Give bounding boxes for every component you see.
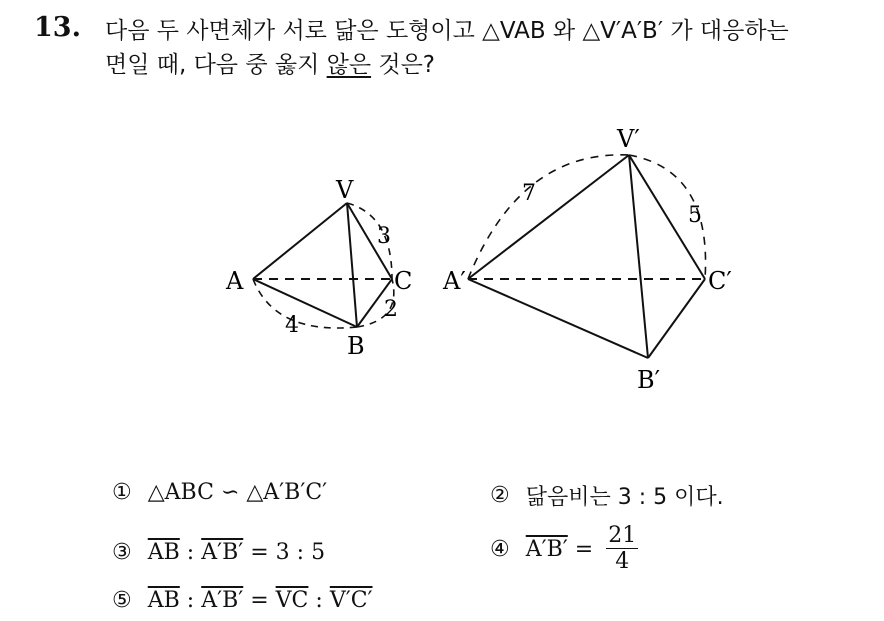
option-4[interactable]: [490, 524, 638, 575]
option-4-expr: [526, 524, 638, 575]
option-1-text: △ABC ∽ △A′B′C′: [147, 480, 328, 505]
option-1-number: ①: [112, 480, 132, 505]
length-V1C1: 5: [688, 203, 702, 228]
large-tetrahedron: [468, 155, 706, 358]
edge-A1V1: [468, 155, 629, 279]
label-C: C: [394, 267, 413, 295]
fraction-numerator: 21: [608, 523, 637, 548]
label-A-prime: A′: [443, 267, 466, 295]
underlined-word: 않은: [326, 52, 372, 78]
small-tetrahedron: [253, 203, 394, 328]
fraction-denominator: 4: [615, 549, 630, 574]
option-2-number: ②: [490, 483, 510, 508]
segment-AB: $\overline{AB}$: [147, 588, 180, 613]
option-5-number: ⑤: [112, 588, 132, 613]
option-3[interactable]: [112, 540, 325, 565]
segment-A1B1: A′B′: [201, 540, 244, 565]
option-5-sep2: :: [308, 588, 330, 613]
fraction: [606, 524, 638, 575]
option-3-number: ③: [112, 540, 132, 565]
label-B: B: [347, 332, 365, 360]
question-line-1: 다음 두 사면체가 서로 닮은 도형이고 △VAB 와 △V′A′B′ 가 대응하는: [105, 18, 789, 44]
option-3-tail: = 3 : 5: [243, 540, 326, 565]
length-V1A1: 7: [522, 181, 536, 206]
label-B-prime: B′: [637, 366, 661, 394]
label-V: V: [336, 176, 354, 204]
edge-A1B1: [468, 279, 648, 358]
option-2[interactable]: [490, 480, 724, 511]
segment-V1C1: V′C′: [329, 588, 373, 613]
option-1[interactable]: [112, 480, 327, 505]
option-3-expr: [148, 540, 325, 565]
length-BC: 2: [384, 297, 398, 322]
question-line-2-post: 것은?: [371, 52, 436, 78]
label-C-prime: C′: [708, 267, 732, 295]
option-5-expr: [148, 588, 373, 613]
segment-AB: $\overline{AB}$: [147, 540, 180, 565]
label-V-prime: V′: [617, 125, 640, 153]
option-4-number: ④: [490, 537, 510, 562]
edge-AV: [253, 203, 347, 279]
label-A: A: [226, 267, 244, 295]
option-4-eq: =: [567, 537, 601, 562]
segment-A1B1: A′B′: [201, 588, 244, 613]
segment-A1B1: A′B′: [525, 537, 568, 562]
option-2-text: 닮음비는 3 : 5 이다.: [525, 485, 724, 510]
edge-B1C1: [648, 279, 705, 358]
edge-V1B1: [629, 155, 648, 358]
option-3-sep: :: [179, 540, 202, 565]
segment-VC: $\overline{VC}$: [275, 588, 309, 613]
question-line-2-pre: 면일 때, 다음 중 옳지: [105, 52, 327, 78]
option-5-sep1: :: [179, 588, 202, 613]
option-5[interactable]: [112, 588, 373, 613]
question-number: 13.: [34, 12, 81, 43]
edge-VB: [347, 203, 357, 327]
length-VC: 3: [377, 224, 391, 249]
length-AB: 4: [285, 313, 299, 338]
option-5-eq: =: [243, 588, 276, 613]
